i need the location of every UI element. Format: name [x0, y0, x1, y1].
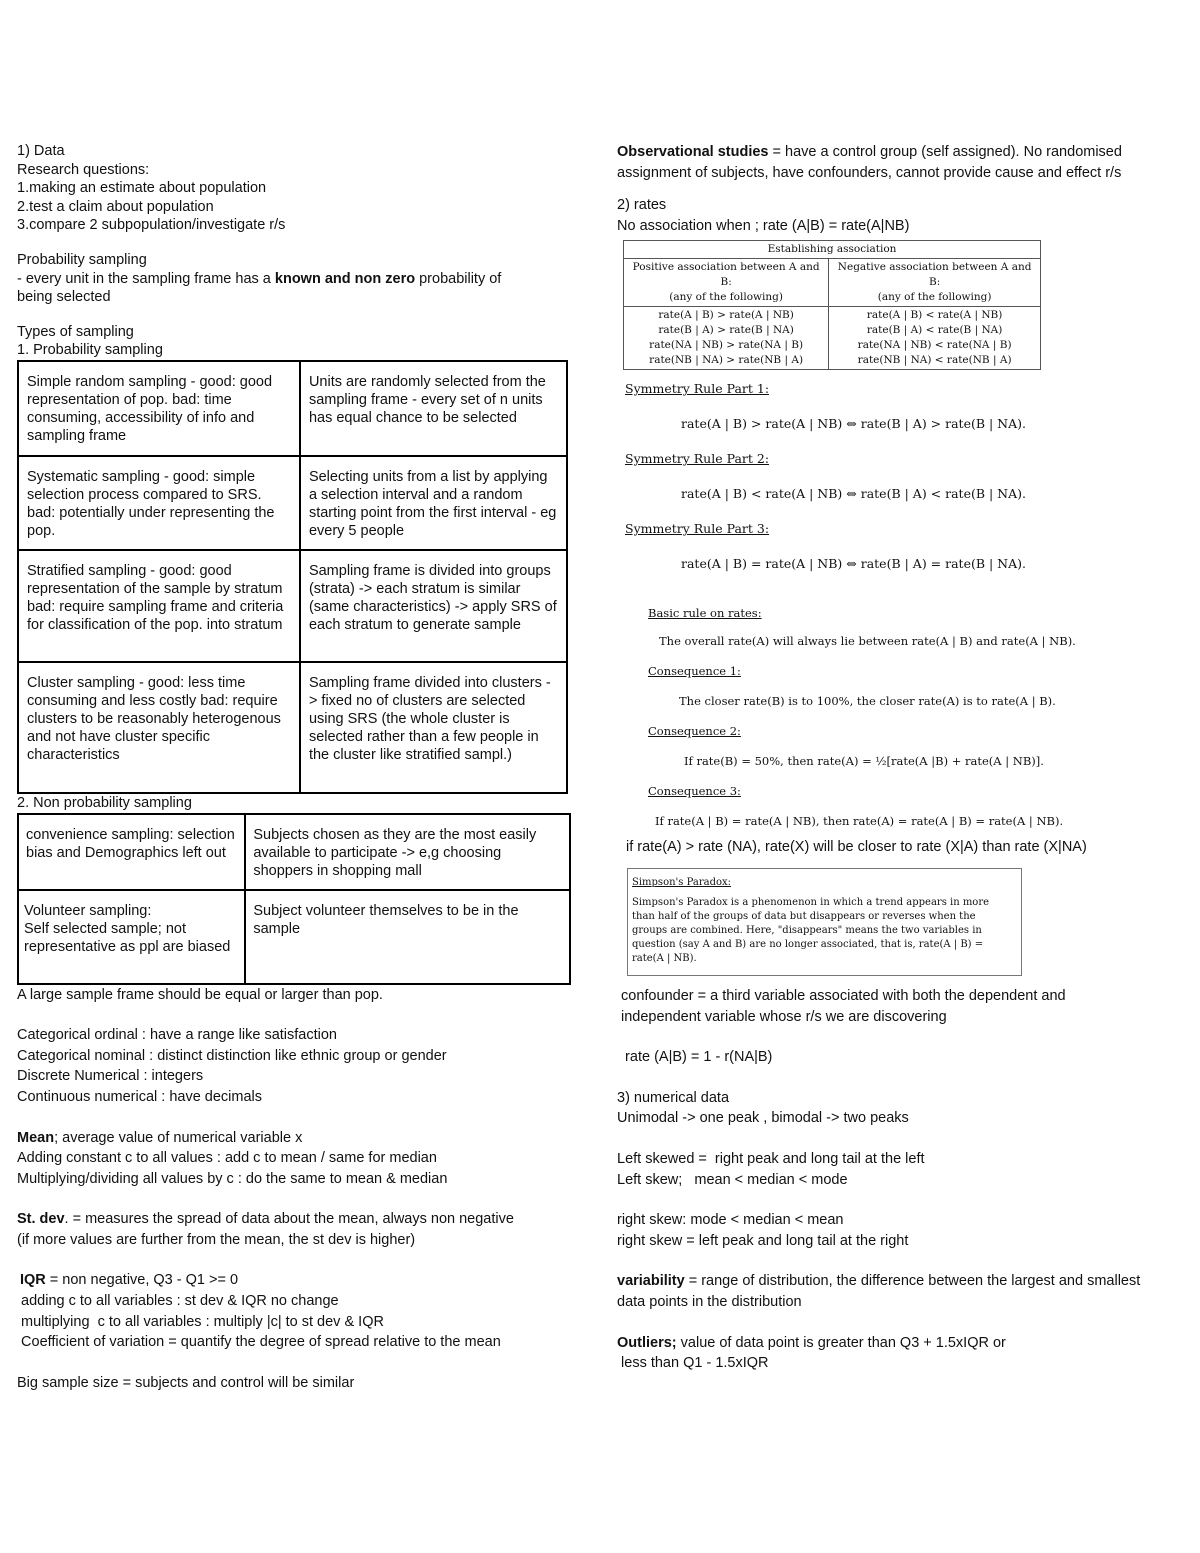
consequence-text: If rate(A | B) = rate(A | NB), then rate(A) = rate(A | B) = rate(A | NB).	[655, 814, 1064, 829]
intro-line: 1) Data	[17, 143, 65, 159]
prob-definition-line2: being selected	[17, 289, 111, 306]
left-column	[17, 142, 582, 1393]
mean-line: Multiplying/dividing all values by c : do the same to mean & median	[17, 1170, 448, 1187]
table-cell: Subjects chosen as they are the most easily available to participate -> e,g choosing shoppers in shopping mall	[245, 814, 570, 890]
table-cell: Subject volunteer themselves to be in the sample	[245, 890, 570, 984]
types-heading: Types of sampling	[17, 323, 134, 340]
symmetry-title: Symmetry Rule Part 1:	[625, 381, 770, 397]
table-row	[624, 307, 1041, 370]
sd-definition: St. dev. = measures the spread of data about the mean, always non negative	[17, 1211, 514, 1228]
iqr-definition: IQR = non negative, Q3 - Q1 >= 0	[20, 1272, 239, 1289]
table-row	[18, 662, 567, 793]
table-cell: convenience sampling: selection bias and Demographics left out	[18, 814, 245, 890]
left-skew-line: Left skew; mean < median < mode	[617, 1171, 848, 1188]
iqr-line: Coefficient of variation = quantify the degree of spread relative to the mean	[17, 1334, 501, 1351]
right-skew-line: right skew: mode < median < mean	[617, 1212, 844, 1229]
sample-frame-note: A large sample frame should be equal or larger than pop.	[17, 986, 383, 1003]
table-cell: Sampling frame is divided into groups (strata) -> each stratum is similar (same characteristics) -> apply SRS of each stratum to generate sample	[300, 550, 567, 662]
iqr-line: adding c to all variables : st dev & IQR no change	[17, 1293, 339, 1310]
closer-rule: if rate(A) > rate (NA), rate(X) will be closer to rate (X|A) than rate (X|NA)	[626, 839, 1087, 856]
consequence-title: Consequence 1:	[648, 664, 741, 679]
big-sample-note: Big sample size = subjects and control will be similar	[17, 1374, 355, 1391]
intro-line: 2.test a claim about population	[17, 198, 214, 215]
table-row	[624, 259, 1041, 307]
simpson-title: Simpson's Paradox:	[632, 876, 731, 888]
table-row	[18, 361, 567, 456]
sd-line: (if more values are further from the mean, the st dev is higher)	[17, 1231, 416, 1248]
simpson-box	[627, 868, 1022, 976]
numerical-heading: 3) numerical data	[617, 1089, 730, 1106]
confounder-line: confounder = a third variable associated with both the dependent and	[617, 987, 1066, 1004]
table-cell: Units are randomly selected from the sampling frame - every set of n units has equal chance to be selected	[300, 361, 567, 456]
consequence-title: Consequence 3:	[648, 784, 741, 799]
table-row	[18, 890, 570, 984]
confounder-line: independent variable whose r/s we are discovering	[621, 1008, 947, 1025]
right-skew-line: right skew = left peak and long tail at the right	[617, 1232, 909, 1249]
rate-identity: rate (A|B) = 1 - r(NA|B)	[617, 1049, 773, 1066]
table-cell: Cluster sampling - good: less time consuming and less costly bad: require clusters to be reasonably heterogenous and not have cluster specific characteristics	[18, 662, 300, 793]
table-cell: Volunteer sampling: Self selected sample; not representative as ppl are biased	[18, 890, 245, 984]
assoc-pos-head: Positive association between A and B: (any of the following)	[624, 259, 829, 307]
assoc-neg-head: Negative association between A and B: (any of the following)	[829, 259, 1041, 307]
symmetry-title: Symmetry Rule Part 3:	[625, 521, 770, 537]
table-cell: Simple random sampling - good: good representation of pop. bad: time consuming, accessibility of info and sampling frame	[18, 361, 300, 456]
table-cell: Selecting units from a list by applying a selection interval and a random starting point from the first interval - eg every 5 people	[300, 456, 567, 550]
symmetry-title: Symmetry Rule Part 2:	[625, 451, 770, 467]
basic-rule-title: Basic rule on rates:	[648, 606, 762, 621]
obs-definition: Observational studies = have a control group (self assigned). No randomised	[617, 144, 1122, 160]
prob-sampling-table	[17, 360, 568, 794]
prob-subheading: 1. Probability sampling	[17, 342, 163, 359]
variability-definition: variability = range of distribution, the difference between the largest and smallest	[617, 1273, 1141, 1290]
table-row	[18, 814, 570, 890]
consequence-text: The closer rate(B) is to 100%, the closer rate(A) is to rate(A | B).	[679, 694, 1056, 709]
rates-heading: 2) rates	[617, 197, 667, 214]
basic-rule-text: The overall rate(A) will always lie between rate(A | B) and rate(A | NB).	[659, 634, 1076, 649]
assoc-pos-list: rate(A | B) > rate(A | NB) rate(B | A) > rate(B | NA) rate(NA | NB) > rate(NA | B) rate(NB | NA) > rate(NB | A)	[624, 307, 829, 370]
table-cell: Sampling frame divided into clusters -> fixed no of clusters are selected using SRS (the whole cluster is selected rather than a few people in the cluster like stratified sampl.)	[300, 662, 567, 793]
variability-line: data points in the distribution	[617, 1293, 802, 1310]
symmetry-formula: rate(A | B) > rate(A | NB) ⇔ rate(B | A) > rate(B | NA).	[681, 416, 1027, 432]
left-skew-line: Left skewed = right peak and long tail at the left	[617, 1150, 925, 1167]
simpson-text: Simpson's Paradox is a phenomenon in which a trend appears in more than half of the groups of data but disappears or reverses when the groups are combined. Here, "disappears" means the two variables in question (say A and B) are no longer associated, that is, rate(A | B) = rate(A | NB).	[632, 896, 990, 964]
outliers-definition: Outliers; value of data point is greater than Q3 + 1.5xIQR or	[617, 1334, 1006, 1351]
symmetry-formula: rate(A | B) = rate(A | NB) ⇔ rate(B | A) = rate(B | NA).	[681, 556, 1027, 572]
table-row	[18, 550, 567, 662]
no-association: No association when ; rate (A|B) = rate(A|NB)	[617, 217, 910, 234]
mean-definition: Mean; average value of numerical variable x	[17, 1129, 303, 1146]
assoc-neg-list: rate(A | B) < rate(A | NB) rate(B | A) < rate(B | NA) rate(NA | NB) < rate(NA | B) rate(NB | NA) < rate(NB | A)	[829, 307, 1041, 370]
assoc-title: Establishing association	[624, 241, 1041, 259]
consequence-text: If rate(B) = 50%, then rate(A) = ½[rate(A |B) + rate(A | NB)].	[684, 754, 1044, 769]
nonprob-sampling-table	[17, 813, 571, 985]
symmetry-formula: rate(A | B) < rate(A | NB) ⇔ rate(B | A) < rate(B | NA).	[681, 486, 1027, 502]
mean-line: Adding constant c to all values : add c to mean / same for median	[17, 1150, 437, 1167]
var-type-line: Continuous numerical : have decimals	[17, 1088, 263, 1105]
intro-line: 3.compare 2 subpopulation/investigate r/s	[17, 217, 286, 234]
table-cell: Stratified sampling - good: good representation of the sample by stratum bad: require sampling frame and criteria for classification of the pop. into stratum	[18, 550, 300, 662]
obs-line: assignment of subjects, have confounders, cannot provide cause and effect r/s	[617, 164, 1122, 181]
intro-line: 1.making an estimate about population	[17, 180, 267, 197]
table-row	[624, 241, 1041, 259]
outliers-line: less than Q1 - 1.5xIQR	[617, 1355, 769, 1372]
prob-heading: Probability sampling	[17, 251, 147, 268]
prob-definition: - every unit in the sampling frame has a known and non zero probability of	[17, 270, 502, 287]
var-type-line: Categorical nominal : distinct distinction like ethnic group or gender	[17, 1047, 447, 1064]
modal-line: Unimodal -> one peak , bimodal -> two peaks	[617, 1110, 909, 1127]
nonprob-subheading: 2. Non probability sampling	[17, 794, 192, 811]
intro-line: Research questions:	[17, 161, 150, 178]
table-row	[18, 456, 567, 550]
table-cell: Systematic sampling - good: simple selection process compared to SRS. bad: potentially under representing the pop.	[18, 456, 300, 550]
iqr-line: multiplying c to all variables : multiply |c| to st dev & IQR	[17, 1313, 384, 1330]
var-type-line: Categorical ordinal : have a range like satisfaction	[17, 1027, 337, 1044]
consequence-title: Consequence 2:	[648, 724, 741, 739]
var-type-line: Discrete Numerical : integers	[17, 1068, 204, 1085]
association-table	[623, 240, 1041, 370]
right-column	[617, 142, 1192, 1374]
